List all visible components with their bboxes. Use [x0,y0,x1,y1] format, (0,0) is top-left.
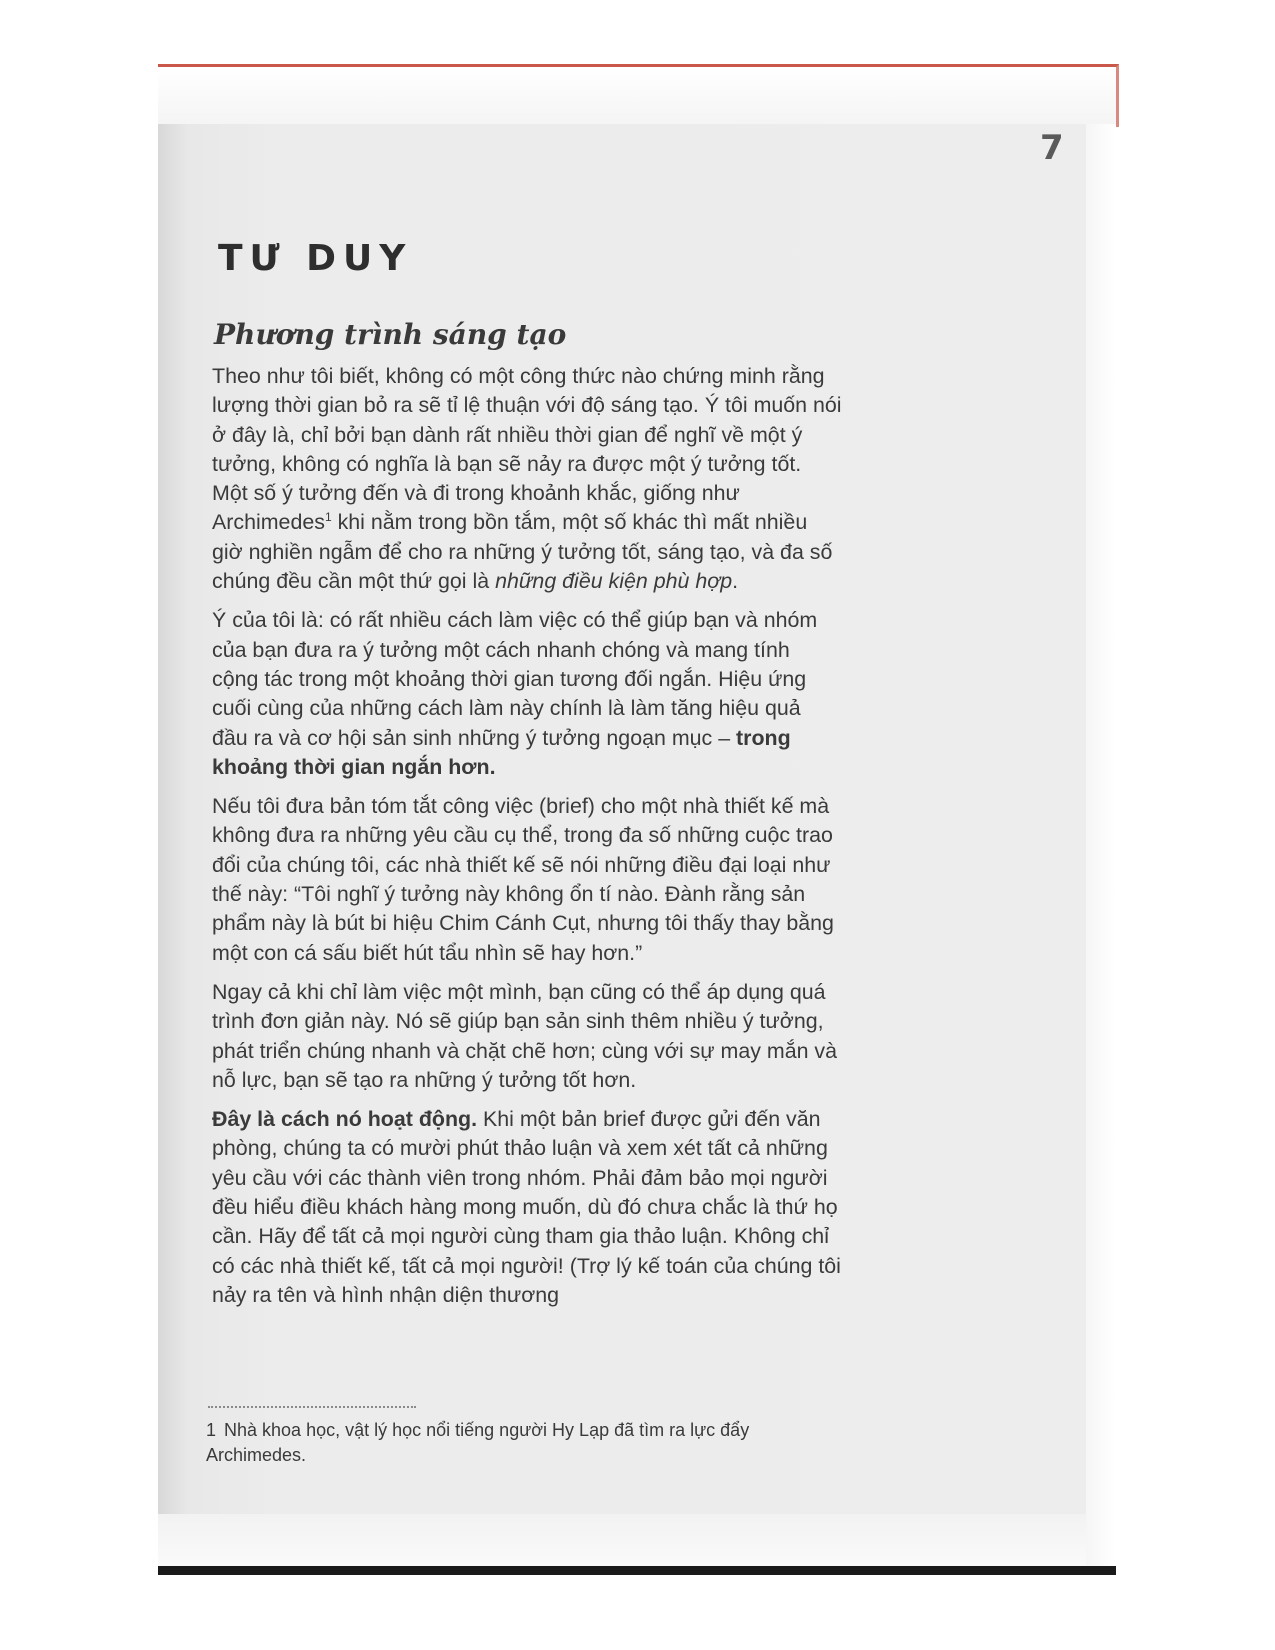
paragraph-1-text-c: . [732,569,739,594]
footnote-text: Nhà khoa học, vật lý học nổi tiếng người Hy Lạp đã tìm ra lực đẩy Archimedes. [206,1420,750,1465]
paragraph-1 [212,362,842,596]
footnote-reference: 1 [324,510,332,525]
paragraph-1-italic: những điều kiện phù hợp [495,569,733,594]
section-heading: Phương trình sáng tạo [214,318,567,351]
footnote-number: 1 [206,1420,217,1440]
book-side-edge [1086,124,1116,1566]
paragraph-2-text: Ý của tôi là: có rất nhiều cách làm việc có thể giúp bạn và nhóm của bạn đưa ra ý tưởng một cách nhanh chóng và mang tính cộng tác trong một khoảng thời gian tương đối ngắn. Hiệu ứng cuối cùng của những cách làm này chính là làm tăng hiệu quả đầu ra và cơ hội sản sinh những ý tưởng ngoạn mục – [212,608,818,750]
paragraph-5-bold: Đây là cách nó hoạt động. [212,1107,478,1132]
paragraph-2-bold: trong khoảng thời gian ngắn hơn. [212,725,791,779]
paragraph-5 [212,1105,842,1310]
footnote [206,1418,846,1468]
paragraph-2 [212,606,842,782]
paragraph-5-text: Khi một bản brief được gửi đến văn phòng, chúng ta có mười phút thảo luận và xem xét tất cả những yêu cầu với các thành viên trong nhóm. Phải đảm bảo mọi người đều hiểu điều khách hàng mong muốn, dù đó chưa chắc là thứ họ cần. Hãy để tất cả mọi người cùng tham gia thảo luận. Không chỉ có các nhà thiết kế, tất cả mọi người! (Trợ lý kế toán của chúng tôi nảy ra tên và hình nhận diện thương [212,1107,841,1307]
footnote-divider [208,1406,416,1408]
paragraph-1-text-a: Theo như tôi biết, không có một công thức nào chứng minh rằng lượng thời gian bỏ ra sẽ tỉ lệ thuận với độ sáng tạo. Ý tôi muốn nói ở đây là, chỉ bởi bạn dành rất nhiều thời gian để nghĩ về một ý tưởng, không có nghĩa là bạn sẽ nảy ra được một ý tưởng tốt. Một số ý tưởng đến và đi trong khoảnh khắc, giống như Archimedes [212,364,842,535]
chapter-title: TƯ DUY [218,238,413,279]
paragraph-3: Nếu tôi đưa bản tóm tắt công việc (brief) cho một nhà thiết kế mà không đưa ra những yêu cầu cụ thể, trong đa số những cuộc trao đổi của chúng tôi, các nhà thiết kế sẽ nói những điều đại loại như thế này: “Tôi nghĩ ý tưởng này không ổn tí nào. Đành rằng sản phẩm này là bút bi hiệu Chim Cánh Cụt, nhưng tôi thấy thay bằng một con cá sấu biết hút tẩu nhìn sẽ hay hơn.” [212,794,834,965]
page-number: 7 [1040,128,1064,168]
book-bottom-edge [158,1514,1086,1566]
book-bottom-shadow [158,1566,1116,1575]
body-text [212,362,842,1320]
paragraph-1-text-b: khi nằm trong bồn tắm, một số khác thì mất nhiều giờ nghiền ngẫm để cho ra những ý tưởng tốt, sáng tạo, và đa số chúng đều cần một thứ gọi là [212,510,833,594]
paragraph-4: Ngay cả khi chỉ làm việc một mình, bạn cũng có thể áp dụng quá trình đơn giản này. Nó sẽ giúp bạn sản sinh thêm nhiều ý tưởng, phát triển chúng nhanh và chặt chẽ hơn; cùng với sự may mắn và nỗ lực, bạn sẽ tạo ra những ý tưởng tốt hơn. [212,979,838,1092]
book-top-edge [158,64,1119,127]
